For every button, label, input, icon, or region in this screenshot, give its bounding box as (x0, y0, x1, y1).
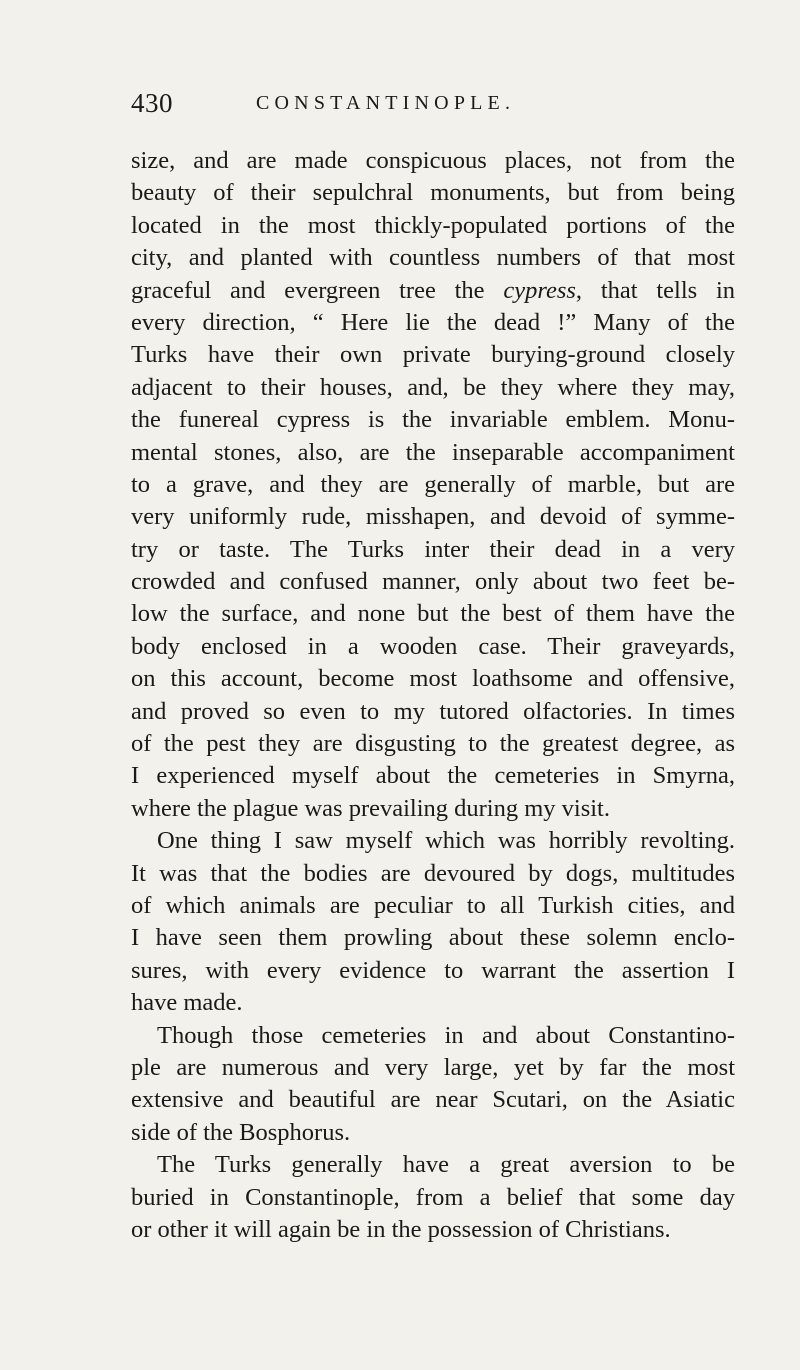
text-line: ple are numerous and very large, yet by far the most (131, 1053, 735, 1081)
text-segment: graceful and evergreen tree the (131, 276, 504, 304)
text-line: sures, with every evidence to warrant the assertion I (131, 956, 735, 984)
page-number: 430 (131, 88, 173, 118)
text-line: or other it will again be in the possession of Christians. (131, 1215, 671, 1243)
text-segment: , that tells in (575, 276, 736, 304)
text-line: One thing I saw myself which was horribly revolting. (157, 827, 735, 855)
text-line: I experienced myself about the cemeteries in Smyrna, (131, 762, 735, 790)
text-line (131, 275, 735, 307)
text-line: on this account, become most loathsome and offensive, (131, 665, 735, 693)
body-text (131, 145, 735, 1246)
text-line: located in the most thickly-populated portions of the (131, 211, 735, 239)
text-line: size, and are made conspicuous places, not from the (131, 147, 735, 174)
text-line: very uniformly rude, misshapen, and devoid of symme- (131, 503, 735, 531)
text-line: crowded and confused manner, only about two feet be- (131, 568, 735, 596)
text-line: Though those cemeteries in and about Constantino- (157, 1021, 735, 1049)
text-line: of which animals are peculiar to all Turkish cities, and (131, 891, 735, 919)
text-line: beauty of their sepulchral monuments, but from being (131, 179, 735, 207)
text-line: have made. (131, 989, 243, 1017)
text-line: It was that the bodies are devoured by dogs, multitudes (131, 859, 735, 887)
text-line: of the pest they are disgusting to the greatest degree, as (131, 730, 735, 758)
running-head (131, 88, 731, 128)
running-title: CONSTANTINOPLE. (256, 92, 516, 114)
text-line: mental stones, also, are the inseparable accompaniment (131, 438, 735, 466)
text-line: I have seen them prowling about these solemn enclo- (131, 924, 735, 952)
text-line: side of the Bosphorus. (131, 1118, 351, 1146)
text-line: and proved so even to my tutored olfactories. In times (131, 697, 735, 725)
text-line: Turks have their own private burying-ground closely (131, 341, 735, 369)
text-line: low the surface, and none but the best of them have the (131, 600, 735, 628)
text-line: body enclosed in a wooden case. Their graveyards, (131, 632, 735, 660)
text-line: where the plague was prevailing during my visit. (131, 794, 610, 822)
text-line: city, and planted with countless numbers of that most (131, 244, 735, 272)
text-line: every direction, “ Here lie the dead !” Many of the (131, 308, 735, 336)
text-line: The Turks generally have a great aversion to be (157, 1151, 735, 1179)
text-line: adjacent to their houses, and, be they where they may, (131, 373, 735, 401)
text-line: the funereal cypress is the invariable emblem. Monu- (131, 406, 735, 434)
text-line: extensive and beautiful are near Scutari, on the Asiatic (131, 1086, 735, 1114)
text-line: buried in Constantinople, from a belief that some day (131, 1183, 735, 1211)
italic-word: cypress (503, 276, 576, 304)
text-line: try or taste. The Turks inter their dead in a very (131, 535, 735, 563)
text-line: to a grave, and they are generally of marble, but are (131, 470, 735, 498)
